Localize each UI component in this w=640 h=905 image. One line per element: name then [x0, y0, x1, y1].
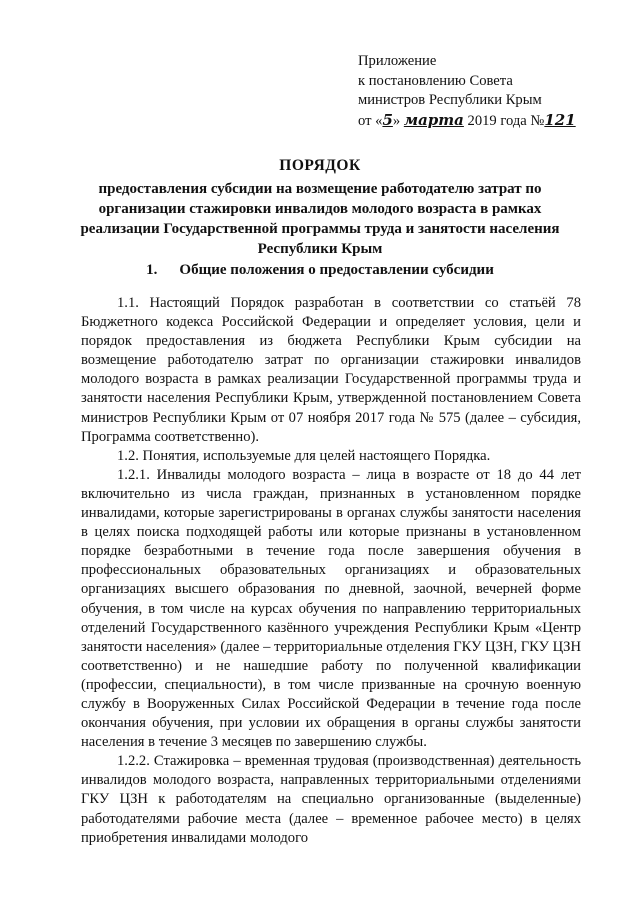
date-prefix: от « — [358, 112, 383, 129]
date-suffix: 2019 года № — [463, 112, 545, 129]
paragraph-1-2: 1.2. Понятия, используемые для целей настоящего Порядка. — [117, 447, 491, 464]
paragraph-1-2-1: 1.2.1. Инвалиды молодого возраста – лица в возрасте от 18 до 44 лет включительно из числа граждан, признанных в установленном порядке инвалидами, которые зарегистрированы в органах службы занятости населения в целях поиска подходящей работы или которые признаны в установленном порядке безработными в течение года после завершения обучения в профессиональных образовательных организациях и образовательных организациях высшего образования по дневной, заочной, вечерней форме обучения, в том числе на курсах обучения по направлению территориальных отделений Государственного казённого учреждения Республики Крым «Центр занятости населения» (далее – территориальные отделения ГКУ ЦЗН, ГКУ ЦЗН соответственно) и не нашедшие работу по полученной квалификации (профессии, специальности), в том числе призванные на срочную военную службу в Вооруженных Силах Российской Федерации в течение года после окончания обучения, при условии их обращения в органы службы занятости населения в течение 3 месяцев по завершению службы. — [81, 466, 581, 751]
date-day: 5 — [382, 110, 393, 129]
paragraph-1-2-2: 1.2.2. Стажировка – временная трудовая (производственная) деятельность инвалидов молодого возраста, направленных территориальными отделениями ГКУ ЦЗН к работодателям на специально организованные (выделенные) работодателями рабочие места (далее – временное рабочее место) в целях приобретения инвалидами молодого — [81, 753, 581, 846]
date-month: марта — [403, 110, 464, 129]
title-subtitle: предоставления субсидии на возмещение работодателю затрат по организации стажировки инвалидов молодого возраста в рамках реализации Государственной программы труда и занятости населения Республики Крым — [80, 181, 560, 257]
appendix-council: министров Республики Крым — [358, 92, 542, 108]
document-body — [81, 292, 581, 848]
resolution-number: 121 — [544, 110, 576, 129]
date-mid: » — [392, 112, 404, 129]
appendix-date-line — [358, 111, 576, 132]
appendix-block — [358, 52, 576, 131]
document-title — [60, 156, 580, 259]
title-heading: ПОРЯДОК — [279, 157, 361, 174]
section-title: Общие положения о предоставлении субсидии — [179, 262, 494, 278]
appendix-label: Приложение — [358, 53, 437, 69]
paragraph-1-1: 1.1. Настоящий Порядок разработан в соответствии со статьёй 78 Бюджетного кодекса Российской Федерации и определяет условия, цели и порядок предоставления из бюджета Республики Крым субсидии на возмещение работодателю затрат по организации стажировки инвалидов молодого возраста в рамках реализации Государственной программы труда и занятости населения Республики Крым, утвержденной постановлением Совета министров Республики Крым от 07 ноября 2017 года № 575 (далее – субсидия, Программа соответственно). — [81, 295, 581, 445]
section-number: 1. — [146, 262, 158, 278]
section-heading — [60, 262, 580, 279]
appendix-resolution: к постановлению Совета — [358, 72, 513, 89]
